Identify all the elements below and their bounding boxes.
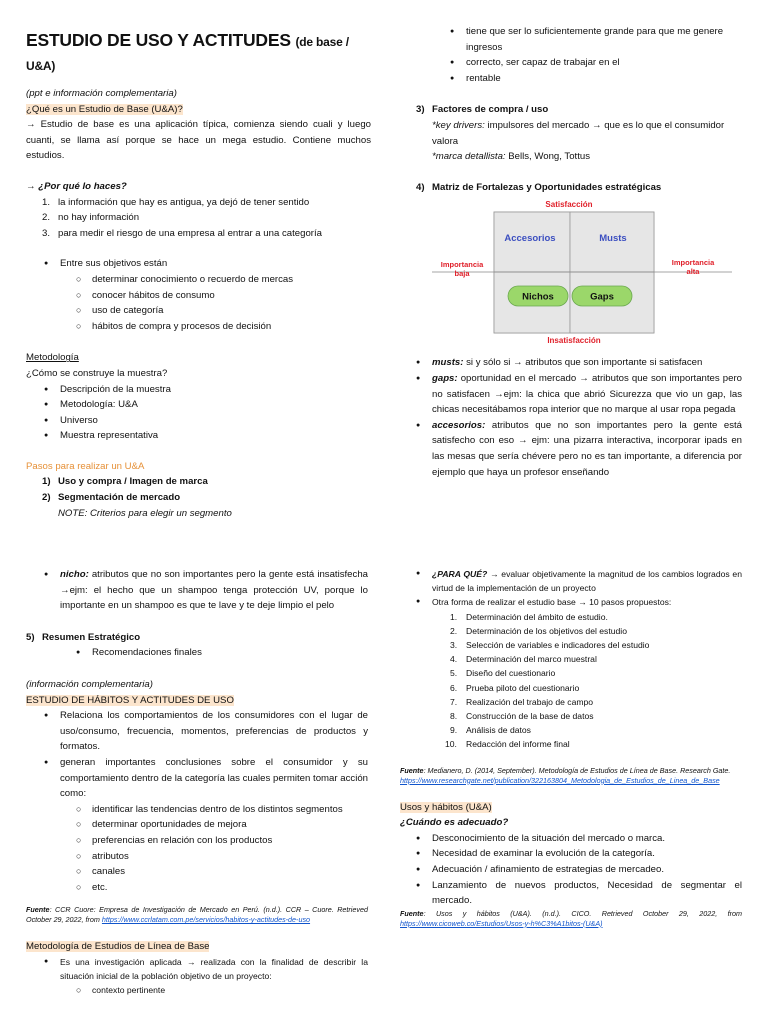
title-main: ESTUDIO DE USO Y ACTITUDES	[26, 30, 291, 50]
left-column-top	[26, 29, 371, 521]
cuando-item: ● Desconocimiento de la situación del mercado o marca.	[416, 831, 742, 847]
other-way-item: ● Otra forma de realizar el estudio base → 10 pasos propuestos:	[416, 595, 742, 609]
what-paragraph: → Estudio de base es una aplicación típica, comienza siendo cuali y luego cuanti, se llama así porque se hace un mega estudio. Contiene muchos estudios.	[26, 119, 371, 162]
baseline-heading: Metodología de Estudios de Línea de Base	[26, 941, 210, 953]
ten-step-item: 6. Prueba piloto del cuestionario	[450, 682, 580, 693]
source-1-link[interactable]: https://www.ccrlatam.com.pe/servicios/habitos-y-actitudes-de-uso	[101, 915, 311, 925]
source-3: Fuente: Usos y hábitos (U&A). (n.d.). CICO. Retrieved October 29, 2022, from https://www.cicoweb.co/Estudios/Usos-y-h%C3%A1bitos-(U&A)	[400, 908, 742, 928]
ppt-note: (ppt e información complementaria)	[26, 88, 177, 99]
step-item: 1) Uso y compra / Imagen de marca	[42, 476, 208, 488]
baseline-item: ● Es una investigación aplicada → realizada con la finalidad de describir la situación inicial de la población objetivo de un proyecto:	[44, 955, 368, 983]
why-item: 2. no hay información	[42, 212, 140, 224]
matrix-quadrant-nichos: Nichos	[522, 291, 554, 303]
source-2: Fuente: Medianero, D. (2014, September). Metodología de Estudios de Línea de Base. Research Gate. https://www.researchgate.net/publication/322163804_Metodologia_de_Estudios_de_Linea_de_Base	[400, 765, 731, 785]
objective-item: ○ conocer hábitos de consumo	[76, 288, 371, 304]
strategic-matrix	[432, 197, 732, 345]
musts-definition: ● musts: si y sólo si → atributos que son importante si satisfacen	[416, 355, 742, 371]
ten-step-item: 4. Determinación del marco muestral	[450, 654, 597, 665]
habits-sub-item: ○ identificar las tendencias dentro de los distintos segmentos	[76, 802, 368, 818]
ten-step-item: 2. Determinación de los objetivos del estudio	[450, 625, 627, 636]
page-title	[26, 29, 371, 77]
section-5-heading: 5) Resumen Estratégico	[26, 631, 141, 643]
habits-heading: ESTUDIO DE HÁBITOS Y ACTITUDES DE USO	[26, 694, 234, 706]
ten-step-item: 3. Selección de variables e indicadores del estudio	[450, 640, 650, 651]
method-item: ● Muestra representativa	[44, 428, 371, 444]
why-item: 1. la información que hay es antigua, ya dejó de tener sentido	[42, 196, 310, 208]
method-item: ● Metodología: U&A	[44, 397, 371, 413]
matrix-label-left-1: Importancia	[440, 260, 484, 270]
usos-habitos-heading: Usos y hábitos (U&A)	[400, 801, 492, 813]
info-note: (información complementaria)	[26, 678, 153, 690]
accesorios-definition: ● accesorios: atributos que no son importantes pero la gente está satisfecho con eso → ejm: una pizarra interactiva, incorporar ipads en las mesas que sería chévere pero no es tan importante, a diferencia por ejemplo que haya un profesor enseñando	[416, 418, 742, 480]
baseline-sub-item: ○ contexto pertinente	[76, 983, 368, 997]
source-3-link[interactable]: https://www.cicoweb.co/Estudios/Usos-y-h%C3%A1bitos-(U&A)	[400, 918, 603, 928]
right-column-top	[416, 24, 742, 480]
steps-heading: Pasos para realizar un U&A	[26, 460, 145, 472]
habits-sub-item: ○ preferencias en relación con los productos	[76, 833, 368, 849]
nicho-definition: ● nicho: atributos que no son importantes pero la gente está insatisfecha →ejm: el hecho que un shampoo tenga protección UV, porque lo importante en un shampoo es que te lave y te deje limpio el pelo	[44, 567, 368, 614]
ten-step-item: 5. Diseño del cuestionario	[450, 668, 556, 679]
section-4-heading: 4) Matriz de Fortalezas y Oportunidades estratégicas	[416, 181, 662, 193]
habits-sub-item: ○ determinar oportunidades de mejora	[76, 817, 368, 833]
matrix-quadrant-musts: Musts	[599, 233, 627, 245]
ten-step-item: 1. Determinación del ámbito de estudio.	[450, 611, 608, 622]
method-item: ● Descripción de la muestra	[44, 382, 371, 398]
cuando-question: ¿Cuándo es adecuado?	[400, 817, 509, 829]
habits-sub-item: ○ etc.	[76, 880, 368, 896]
why-heading: → ¿Por qué lo haces?	[26, 180, 127, 192]
key-drivers-line: *key drivers: impulsores del mercado → que es lo que el consumidor valora	[432, 119, 725, 147]
habits-item: ● Relaciona los comportamientos de los consumidores con el lugar de uso/consumo, frecuencia, momentos, preferencias de productos y formatos.	[44, 708, 368, 755]
matrix-label-bottom: Insatisfacción	[547, 336, 601, 346]
objective-item: ○ uso de categoría	[76, 303, 371, 319]
habits-item: ● generan importantes conclusiones sobre el consumidor y su comportamiento dentro de la categoría las cuales permiten tomar acción como:	[44, 755, 368, 802]
cuando-item: ● Necesidad de examinar la evolución de la categoría.	[416, 846, 742, 862]
method-question: ¿Cómo se construye la muestra?	[26, 367, 168, 379]
matrix-label-right-2: alta	[686, 267, 700, 277]
question-what: ¿Qué es un Estudio de Base (U&A)?	[26, 103, 183, 115]
ten-step-item: 8. Construcción de la base de datos	[450, 711, 594, 722]
objective-item: ○ hábitos de compra y procesos de decisión	[76, 319, 371, 335]
cuando-item: ● Lanzamiento de nuevos productos, Necesidad de segmentar el mercado.	[416, 878, 742, 909]
matrix-quadrant-accesorios: Accesorios	[504, 233, 556, 245]
matrix-quadrant-gaps: Gaps	[590, 291, 614, 303]
objective-item: ○ determinar conocimiento o recuerdo de mercas	[76, 272, 371, 288]
section-3-heading: 3) Factores de compra / uso	[416, 104, 549, 116]
method-item: ● Universo	[44, 413, 371, 429]
source-2-link[interactable]: https://www.researchgate.net/publication/322163804_Metodologia_de_Estudios_de_Linea_de_Base	[400, 775, 720, 785]
habits-sub-item: ○ canales	[76, 864, 368, 880]
segment-criterion: ● correcto, ser capaz de trabajar en el	[450, 55, 742, 71]
cuando-item: ● Adecuación / afinamiento de estrategias de mercadeo.	[416, 862, 742, 878]
ten-step-item: 10. Redacción del informe final	[445, 739, 570, 750]
ten-step-item: 7. Realización del trabajo de campo	[450, 696, 594, 707]
steps-note: NOTE: Criterios para elegir un segmento	[58, 507, 232, 519]
matrix-label-right-1: Importancia	[671, 258, 715, 268]
matrix-label-top: Satisfacción	[545, 200, 593, 210]
left-column-bottom	[26, 567, 368, 997]
gaps-definition: ● gaps: oportunidad en el mercado → atributos que son importantes pero no satisfacen →ejm: la chica que abrió Sicurezza que vio un gap, las chicas necesitábamos ropa interior que no marque al usar ropa pegada	[416, 371, 742, 418]
method-heading: Metodología	[26, 352, 79, 364]
segment-criterion: ● rentable	[450, 71, 742, 87]
segment-criterion: ● tiene que ser lo suficientemente grande para que me genere ingresos	[450, 24, 742, 55]
right-column-bottom	[400, 567, 742, 929]
habits-sub-item: ○ atributos	[76, 849, 368, 865]
para-que-item: ● ¿PARA QUÉ? → evaluar objetivamente la magnitud de los cambios logrados en virtud de la implementación de un proyecto	[416, 567, 742, 595]
objectives-intro: ● Entre sus objetivos están	[44, 256, 371, 272]
step-item: 2) Segmentación de mercado	[42, 492, 181, 504]
marca-detallista-line: *marca detallista: Bells, Wong, Tottus	[432, 151, 591, 163]
ten-step-item: 9. Análisis de datos	[450, 725, 531, 736]
title-sub: (de base / U&A)	[26, 35, 349, 73]
source-1: Fuente: CCR Cuore: Empresa de Investigación de Mercado en Perú. (n.d.). CCR – Cuore. Retrieved October 29, 2022, from https://www.ccrlatam.com.pe/servicios/habitos-y-actitudes-de-uso	[26, 905, 368, 925]
section-5-item: ● Recomendaciones finales	[76, 645, 368, 661]
matrix-label-left-2: baja	[454, 269, 470, 279]
why-item: 3. para medir el riesgo de una empresa al entrar a una categoría	[42, 227, 322, 239]
